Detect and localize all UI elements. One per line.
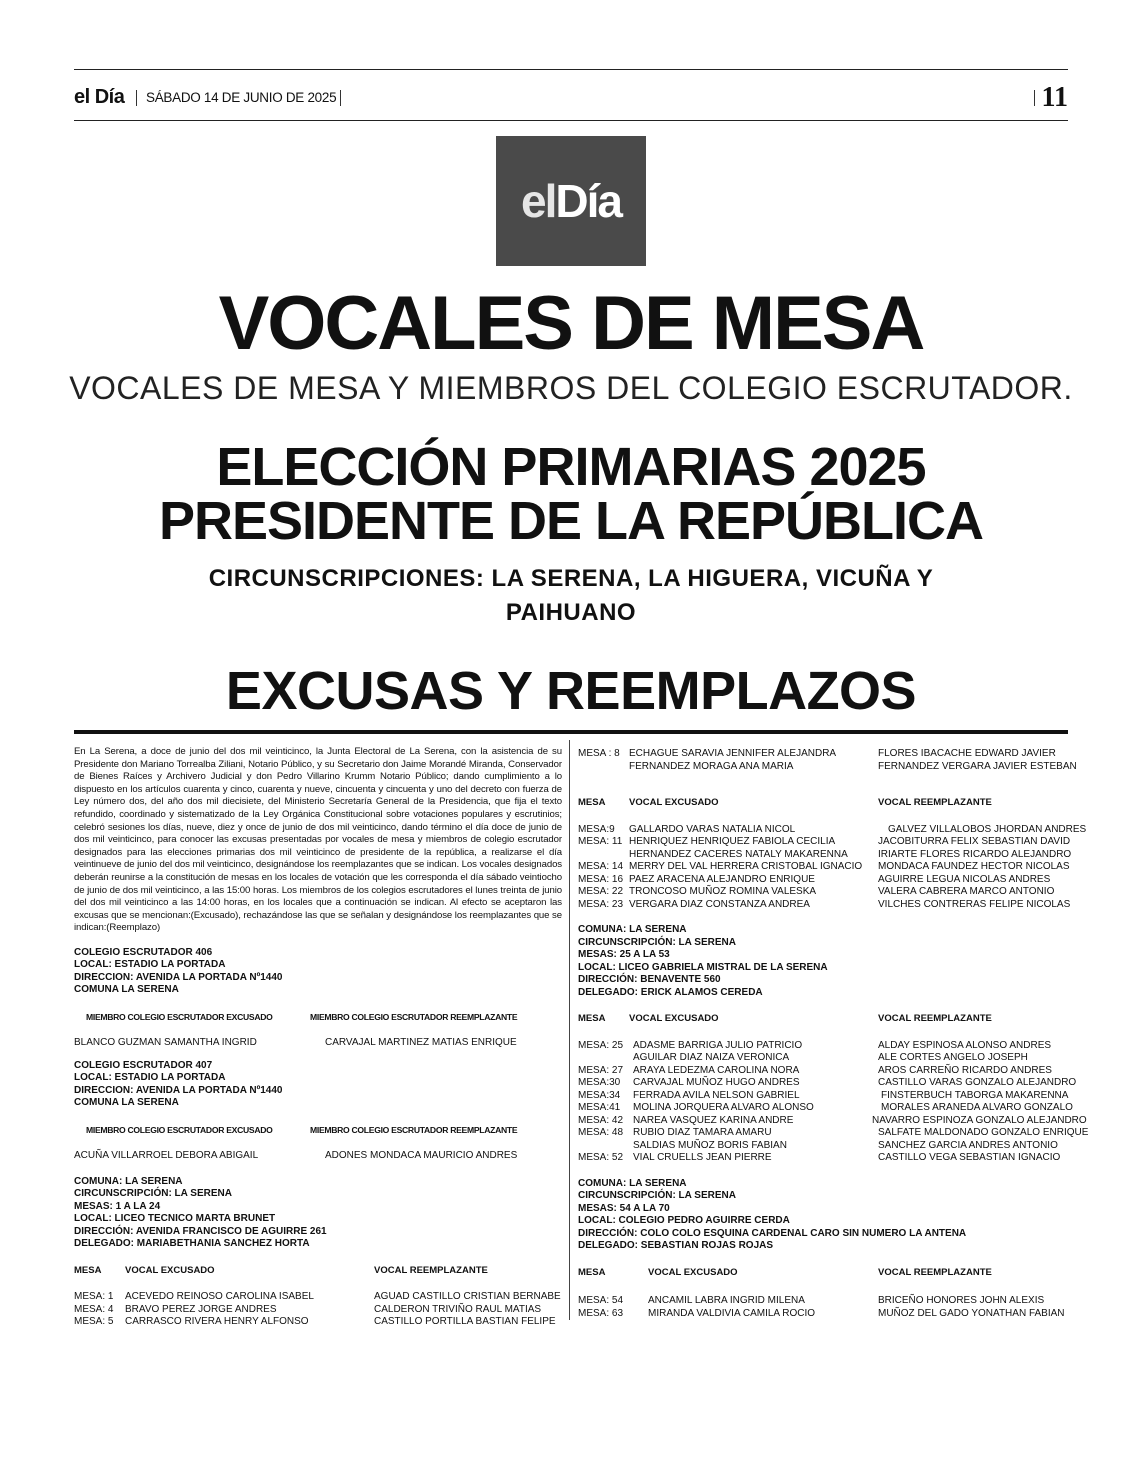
excusado-name: ECHAGUE SARAVIA JENNIFER ALEJANDRA	[629, 748, 837, 759]
table-row	[578, 1127, 1089, 1140]
reemplazante-name: SANCHEZ GARCIA ANDRES ANTONIO	[878, 1139, 1058, 1151]
mesa-number: MESA: 42	[578, 1114, 624, 1126]
info-line: COMUNA: LA SERENA	[578, 924, 687, 935]
excusado-name: NAREA VASQUEZ KARINA ANDRE	[633, 1114, 794, 1126]
table-row	[74, 1150, 562, 1163]
excusado-name: SALDIAS MUÑOZ BORIS FABIAN	[633, 1139, 787, 1151]
info-line: COMUNA: LA SERENA	[74, 1175, 183, 1187]
info-line: COLEGIO ESCRUTADOR 407	[74, 1059, 213, 1071]
excusado-name: RUBIO DIAZ TAMARA AMARU	[633, 1127, 772, 1138]
reemplazante-name: CASTILLO PORTILLA BASTIAN FELIPE	[374, 1316, 556, 1328]
col-header-reemplazante: VOCAL REEMPLAZANTE	[374, 1264, 488, 1276]
reemplazante-name: ADONES MONDACA MAURICIO ANDRES	[325, 1150, 518, 1162]
table-row	[578, 874, 1070, 887]
reemplazante-name: AGUIRRE LEGUA NICOLAS ANDRES	[878, 873, 1051, 885]
local-1-cont-header	[578, 797, 1070, 810]
mesa-number: MESA: 25	[578, 1039, 624, 1051]
col-header-excusado: VOCAL EXCUSADO	[125, 1264, 215, 1276]
reemplazante-name: ALDAY ESPINOSA ALONSO ANDRES	[878, 1039, 1052, 1051]
excusado-name: CARVAJAL MUÑOZ HUGO ANDRES	[633, 1077, 800, 1088]
header-divider	[340, 90, 341, 106]
table-row	[578, 823, 1087, 837]
page-number: 11	[1041, 82, 1068, 113]
local-2-table	[578, 1039, 1089, 1165]
reemplazante-name: GALVEZ VILLALOBOS JHORDAN ANDRES	[888, 823, 1087, 835]
info-line: LOCAL: COLEGIO PEDRO AGUIRRE CERDA	[578, 1215, 790, 1226]
header-divider	[136, 90, 137, 106]
election-title	[0, 437, 1142, 551]
election-title-line1: ELECCIÓN PRIMARIAS 2025	[216, 437, 926, 497]
top-rule	[74, 69, 1068, 70]
reemplazante-name: JACOBITURRA FELIX SEBASTIAN DAVID	[878, 836, 1071, 847]
excusas-title: EXCUSAS Y REEMPLAZOS	[225, 661, 917, 721]
mesa-number: MESA: 5	[74, 1316, 114, 1328]
local-1-info	[74, 1176, 562, 1251]
table-row	[578, 861, 1070, 874]
circunscripciones-line2: PAIHUANO	[505, 599, 637, 626]
excusado-name: MIRANDA VALDIVIA CAMILA ROCIO	[648, 1307, 816, 1319]
mesa-number: MESA: 63	[578, 1307, 624, 1319]
table-row	[74, 1291, 562, 1304]
reemplazante-name: CASTILLO VARAS GONZALO ALEJANDRO	[878, 1077, 1077, 1088]
excusado-name: BRAVO PEREZ JORGE ANDRES	[125, 1303, 277, 1315]
header-divider	[1034, 90, 1035, 106]
table-row	[74, 1304, 562, 1317]
col-header-reemplazante: VOCAL REEMPLAZANTE	[878, 1013, 992, 1024]
table-row	[578, 1065, 1070, 1078]
col-header-reemplazante: MIEMBRO COLEGIO ESCRUTADOR REEMPLAZANTE	[310, 1011, 518, 1022]
excusado-name: VERGARA DIAZ CONSTANZA ANDREA	[629, 898, 810, 910]
header-brand: el Día	[74, 86, 125, 108]
reemplazante-name: CASTILLO VEGA SEBASTIAN IGNACIO	[878, 1152, 1061, 1163]
col-header-excusado: MIEMBRO COLEGIO ESCRUTADOR EXCUSADO	[86, 1124, 273, 1135]
right-column	[578, 748, 1089, 1320]
excusado-name: ACUÑA VILLARROEL DEBORA ABIGAIL	[74, 1150, 259, 1162]
table-row	[578, 836, 1070, 849]
table-row	[578, 1052, 1070, 1065]
excusado-name: MOLINA JORQUERA ALVARO ALONSO	[633, 1102, 814, 1113]
info-line: CIRCUNSCRIPCIÓN: LA SERENA	[578, 1190, 736, 1201]
table-row	[578, 1102, 1073, 1115]
election-title-line2: PRESIDENTE DE LA REPÚBLICA	[158, 491, 984, 551]
excusado-name: GALLARDO VARAS NATALIA NICOL	[629, 823, 796, 835]
table-row	[578, 1040, 1070, 1053]
local-2-header	[578, 1013, 1070, 1026]
excusado-name: CARRASCO RIVERA HENRY ALFONSO	[125, 1316, 309, 1328]
header-bottom-rule	[74, 120, 1068, 121]
excusado-name: ARAYA LEDEZMA CAROLINA NORA	[633, 1064, 800, 1076]
table-row	[578, 1090, 1070, 1103]
info-line: DIRECCION: AVENIDA LA PORTADA Nº1440	[74, 1084, 283, 1096]
table-row	[74, 1316, 562, 1329]
mesa-number: MESA: 22	[578, 886, 624, 897]
reemplazante-name: CALDERON TRIVIÑO RAUL MATIAS	[374, 1303, 542, 1315]
mesa-number: MESA: 11	[578, 836, 623, 847]
info-line: MESAS: 25 A LA 53	[578, 949, 670, 960]
info-line: MESAS: 54 A LA 70	[578, 1202, 670, 1214]
table-row	[578, 1077, 1077, 1090]
excusado-name: PAEZ ARACENA ALEJANDRO ENRIQUE	[629, 873, 815, 885]
col-header-mesa: MESA	[74, 1264, 102, 1276]
table-row	[578, 1152, 1070, 1165]
info-line: DIRECCIÓN: COLO COLO ESQUINA CARDENAL CARO SIN NUMERO LA ANTENA	[578, 1227, 967, 1239]
intro-paragraph: En La Serena, a doce de junio del dos mil veinticinco, la Junta Electoral de La Serena, con la asistencia de su Presidente don Mariano Torrealba Ziliani, Notario Público, y su Secretario don Jaime Morandé Miranda, Conservador de Bienes Raíces y Archivero Judicial y don Pedro Villarino Krumm Notario Público; dando cumplimiento a lo dispuesto en los artículos cuarenta y cinco, cuarenta y nueve, cincuenta y cincuenta y uno del decreto con fuerza de Ley número dos, del año dos mil diecisiete, del Ministerio Secretaría General de la Presidencia, que fija el texto refundido, coordinado y sistematizado de la Ley Orgánica Constitucional sobre votaciones populares y escrutinios; celebró sesiones los días, nueve, diez y once de junio de dos mil veinticinco, dando término el día doce de junio de dos mil veinticinco, para conocer las excusas presentadas por vocales de mesa y miembros de colegio escrutador designados para las elecciones primarias dos mil veinticinco de presidente de la república, a realizarse el día veintinueve de junio del dos mil veinticinco, designándose los reemplazantes que se indican. Los vocales designados deberán reunirse a la constitución de mesas en los locales de votación que les corresponda el día sábado veintiocho de junio de dos mil veinticinco, a las 15:00 horas. Los miembros de los colegios escrutadores el lunes treinta de junio del dos mil veinticinco a las 14:00 horas, en los locales que a continuación se indican. Al efecto se aceptaron las excusas que se mencionan:(Excusado), rechazándose las que se señalan y designándose los reemplazantes que se indican:(Reemplazo)	[74, 746, 562, 934]
excusado-name: VIAL CRUELLS JEAN PIERRE	[633, 1152, 772, 1163]
table-row	[74, 1037, 562, 1050]
main-title: VOCALES DE MESA	[218, 281, 924, 366]
left-column	[74, 746, 562, 1329]
mesa-number: MESA: 54	[578, 1295, 624, 1306]
local-3-header	[578, 1267, 1070, 1280]
col-header-reemplazante: MIEMBRO COLEGIO ESCRUTADOR REEMPLAZANTE	[310, 1124, 518, 1135]
local-3-info	[578, 1178, 1070, 1253]
newspaper-logo	[496, 136, 646, 266]
table-row	[578, 1308, 1070, 1321]
info-line: LOCAL: ESTADIO LA PORTADA	[74, 1072, 226, 1084]
logo-text-el: el	[521, 175, 556, 227]
table-row	[578, 760, 1077, 774]
col-header-reemplazante: VOCAL REEMPLAZANTE	[878, 1266, 992, 1278]
info-line: DIRECCION: AVENIDA LA PORTADA Nº1440	[74, 971, 283, 983]
mesa-number: MESA : 8	[578, 748, 620, 759]
table-row	[578, 1140, 1070, 1153]
excusado-name: FERNANDEZ MORAGA ANA MARIA	[629, 760, 794, 772]
column-divider	[569, 740, 570, 1320]
local-3-table	[578, 1295, 1070, 1320]
info-line: LOCAL: ESTADIO LA PORTADA	[74, 959, 226, 971]
reemplazante-name: IRIARTE FLORES RICARDO ALEJANDRO	[878, 848, 1072, 860]
excusado-name: FERRADA AVILA NELSON GABRIEL	[633, 1089, 800, 1101]
table-row	[578, 849, 1070, 862]
colegio-406-header	[74, 1011, 562, 1024]
reemplazante-name: AROS CARREÑO RICARDO ANDRES	[878, 1064, 1052, 1076]
subtitle: VOCALES DE MESA Y MIEMBROS DEL COLEGIO ESCRUTADOR.	[69, 370, 1073, 406]
mesa-number: MESA:34	[578, 1089, 621, 1101]
col-header-excusado: MIEMBRO COLEGIO ESCRUTADOR EXCUSADO	[86, 1011, 273, 1022]
local-1-header	[74, 1265, 562, 1278]
excusado-name: HENRIQUEZ HENRIQUEZ FABIOLA CECILIA	[629, 836, 836, 847]
reemplazante-name: CARVAJAL MARTINEZ MATIAS ENRIQUE	[325, 1037, 517, 1049]
page-header	[74, 82, 1068, 112]
excusado-name: HERNANDEZ CACERES NATALY MAKARENNA	[629, 848, 848, 860]
reemplazante-name: MONDACA FAUNDEZ HECTOR NICOLAS	[878, 861, 1070, 872]
info-line: CIRCUNSCRIPCIÓN: LA SERENA	[578, 936, 736, 948]
info-line: COMUNA LA SERENA	[74, 984, 179, 996]
colegio-407-header	[74, 1124, 562, 1137]
info-line: DIRECCIÓN: BENAVENTE 560	[578, 974, 721, 985]
info-line: DELEGADO: SEBASTIAN ROJAS ROJAS	[578, 1240, 774, 1251]
info-line: CIRCUNSCRIPCIÓN: LA SERENA	[74, 1188, 232, 1200]
mesa-number: MESA: 23	[578, 898, 624, 910]
col-header-mesa: MESA	[578, 797, 606, 808]
col-header-excusado: VOCAL EXCUSADO	[648, 1266, 738, 1278]
col-header-mesa: MESA	[578, 1013, 606, 1024]
col-header-mesa: MESA	[578, 1266, 606, 1278]
table-row	[578, 1295, 1070, 1308]
excusado-name: TRONCOSO MUÑOZ ROMINA VALESKA	[629, 886, 817, 897]
info-line: COMUNA: LA SERENA	[578, 1177, 687, 1189]
table-row	[578, 748, 1070, 761]
info-line: MESAS: 1 A LA 24	[74, 1200, 161, 1212]
mesa-number: MESA: 4	[74, 1303, 114, 1315]
reemplazante-name: FERNANDEZ VERGARA JAVIER ESTEBAN	[878, 760, 1077, 772]
col-header-reemplazante: VOCAL REEMPLAZANTE	[878, 797, 992, 808]
info-line: DIRECCIÓN: AVENIDA FRANCISCO DE AGUIRRE 261	[74, 1225, 327, 1237]
reemplazante-name: AGUAD CASTILLO CRISTIAN BERNABE	[374, 1291, 561, 1303]
info-line: COMUNA LA SERENA	[74, 1097, 179, 1109]
excusado-name: MERRY DEL VAL HERRERA CRISTOBAL IGNACIO	[629, 861, 863, 872]
mesa-number: MESA: 27	[578, 1064, 624, 1076]
info-line: DELEGADO: ERICK ALAMOS CEREDA	[578, 986, 763, 998]
local-1-cont-table-2	[578, 823, 1087, 912]
circunscripciones-title	[0, 562, 1142, 630]
reemplazante-name: FLORES IBACACHE EDWARD JAVIER	[878, 748, 1056, 759]
excusado-name: AGUILAR DIAZ NAIZA VERONICA	[633, 1052, 790, 1063]
col-header-excusado: VOCAL EXCUSADO	[629, 1013, 719, 1024]
mesa-number: MESA:41	[578, 1102, 621, 1113]
col-header-excusado: VOCAL EXCUSADO	[629, 797, 719, 808]
reemplazante-name: ALE CORTES ANGELO JOSEPH	[878, 1052, 1028, 1063]
excusado-name: BLANCO GUZMAN SAMANTHA INGRID	[74, 1037, 257, 1049]
info-line: COLEGIO ESCRUTADOR 406	[74, 946, 213, 958]
mesa-number: MESA: 16	[578, 873, 624, 885]
local-1-cont-table	[578, 748, 1077, 773]
excusado-name: ADASME BARRIGA JULIO PATRICIO	[633, 1039, 803, 1051]
reemplazante-name: MUÑOZ DEL GADO YONATHAN FABIAN	[878, 1307, 1065, 1319]
logo-text-dia: Día	[555, 175, 621, 227]
mesa-number: MESA: 14	[578, 861, 624, 872]
mesa-number: MESA: 52	[578, 1152, 624, 1163]
mesa-number: MESA:9	[578, 823, 615, 835]
reemplazante-name: MORALES ARANEDA ALVARO GONZALO	[881, 1102, 1073, 1113]
excusado-name: ANCAMIL LABRA INGRID MILENA	[648, 1295, 805, 1306]
mesa-number: MESA: 48	[578, 1127, 624, 1138]
reemplazante-name: VILCHES CONTRERAS FELIPE NICOLAS	[878, 898, 1071, 910]
reemplazante-name: FINSTERBUCH TABORGA MAKARENNA	[881, 1089, 1069, 1101]
reemplazante-name: SALFATE MALDONADO GONZALO ENRIQUE	[878, 1127, 1089, 1138]
table-row	[578, 1114, 1087, 1128]
circunscripciones-line1: CIRCUNSCRIPCIONES: LA SERENA, LA HIGUERA, VICUÑA Y	[208, 565, 934, 592]
table-row	[578, 886, 1070, 899]
colegio-406-info	[74, 947, 562, 997]
mesa-number: MESA: 1	[74, 1291, 114, 1303]
header-date: SÁBADO 14 DE JUNIO DE 2025	[146, 90, 337, 105]
colegio-407-info	[74, 1060, 562, 1110]
excusado-name: ACEVEDO REINOSO CAROLINA ISABEL	[125, 1291, 314, 1303]
section-rule	[74, 730, 1068, 734]
info-line: LOCAL: LICEO TECNICO MARTA BRUNET	[74, 1213, 276, 1225]
local-2-info	[578, 924, 1070, 999]
info-line: DELEGADO: MARIABETHANIA SANCHEZ HORTA	[74, 1238, 310, 1250]
info-line: LOCAL: LICEO GABRIELA MISTRAL DE LA SERENA	[578, 961, 828, 973]
local-1-table	[74, 1291, 562, 1329]
reemplazante-name: VALERA CABRERA MARCO ANTONIO	[878, 886, 1055, 897]
mesa-number: MESA:30	[578, 1077, 621, 1088]
reemplazante-name: BRICEÑO HONORES JOHN ALEXIS	[878, 1295, 1045, 1306]
reemplazante-name: NAVARRO ESPINOZA GONZALO ALEJANDRO	[872, 1114, 1087, 1126]
table-row	[578, 899, 1070, 912]
